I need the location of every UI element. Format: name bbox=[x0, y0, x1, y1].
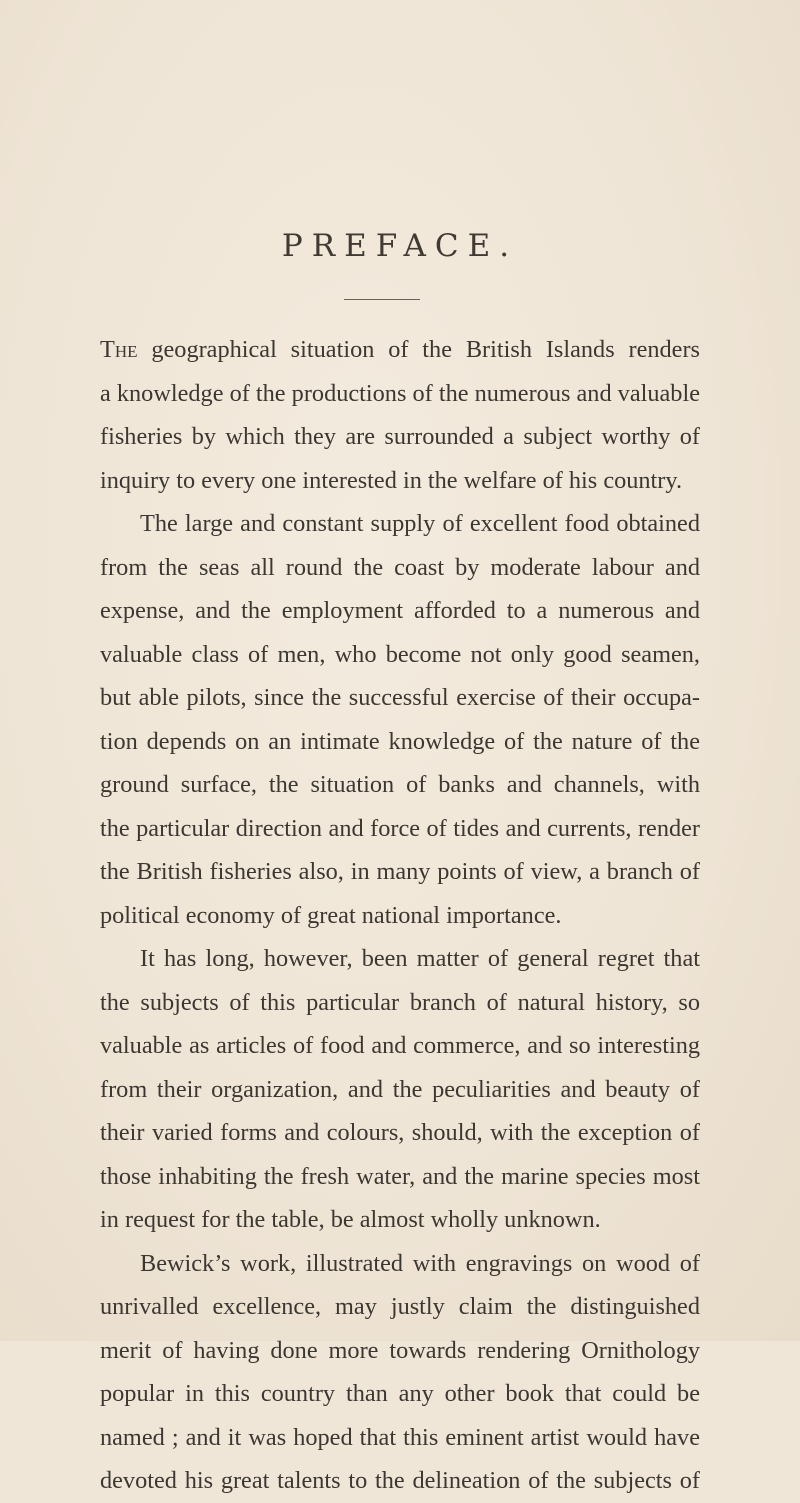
text-line: the British fisheries also, in many points of view, a branch of bbox=[100, 858, 700, 885]
text-line: a knowledge of the productions of the numerous and valuable bbox=[100, 379, 700, 407]
text-line: ground surface, the situation of banks and channels, with bbox=[100, 771, 700, 798]
text-line: merit of having done more towards rendering Ornithology bbox=[100, 1336, 700, 1364]
text-line: fisheries by which they are surrounded a subject worthy of bbox=[100, 423, 700, 450]
text-line: expense, and the employment afforded to a numerous and bbox=[100, 597, 700, 624]
preface-body bbox=[100, 328, 700, 1503]
text-line: Bewick’s work, illustrated with engravings on wood of bbox=[140, 1249, 700, 1277]
text-line: The large and constant supply of excellent food obtained bbox=[140, 510, 700, 537]
text-line: tion depends on an intimate knowledge of the nature of the bbox=[100, 727, 700, 755]
text-line: from their organization, and the peculiarities and beauty of bbox=[100, 1075, 700, 1103]
text-line: but able pilots, since the successful exercise of their occupa- bbox=[100, 684, 700, 711]
title-rule bbox=[344, 299, 420, 300]
text-line: unrivalled excellence, may justly claim the distinguished bbox=[100, 1293, 700, 1320]
text-line: in request for the table, be almost wholly unknown. bbox=[100, 1206, 601, 1233]
text-line: The geographical situation of the British Islands renders bbox=[100, 336, 700, 363]
text-line: inquiry to every one interested in the welfare of his country. bbox=[100, 466, 683, 494]
text-line: devoted his great talents to the delineation of the subjects of bbox=[100, 1467, 700, 1494]
drop-word: The bbox=[100, 336, 138, 363]
text-line: their varied forms and colours, should, with the exception of bbox=[100, 1119, 700, 1146]
text-line: valuable class of men, who become not only good seamen, bbox=[100, 640, 700, 668]
text-line: political economy of great national importance. bbox=[100, 901, 562, 929]
text-line: popular in this country than any other book that could be bbox=[100, 1380, 700, 1407]
text-line: the particular direction and force of tides and currents, render bbox=[100, 814, 700, 842]
text-line: the subjects of this particular branch of natural history, so bbox=[100, 988, 700, 1016]
text-line: from the seas all round the coast by moderate labour and bbox=[100, 553, 700, 581]
text-line: those inhabiting the fresh water, and the marine species most bbox=[100, 1162, 700, 1190]
page-title: PREFACE. bbox=[281, 228, 519, 264]
text-line: valuable as articles of food and commerce, and so interesting bbox=[100, 1032, 700, 1059]
text-line: named ; and it was hoped that this eminent artist would have bbox=[100, 1423, 700, 1451]
text-line: It has long, however, been matter of general regret that bbox=[140, 945, 700, 972]
